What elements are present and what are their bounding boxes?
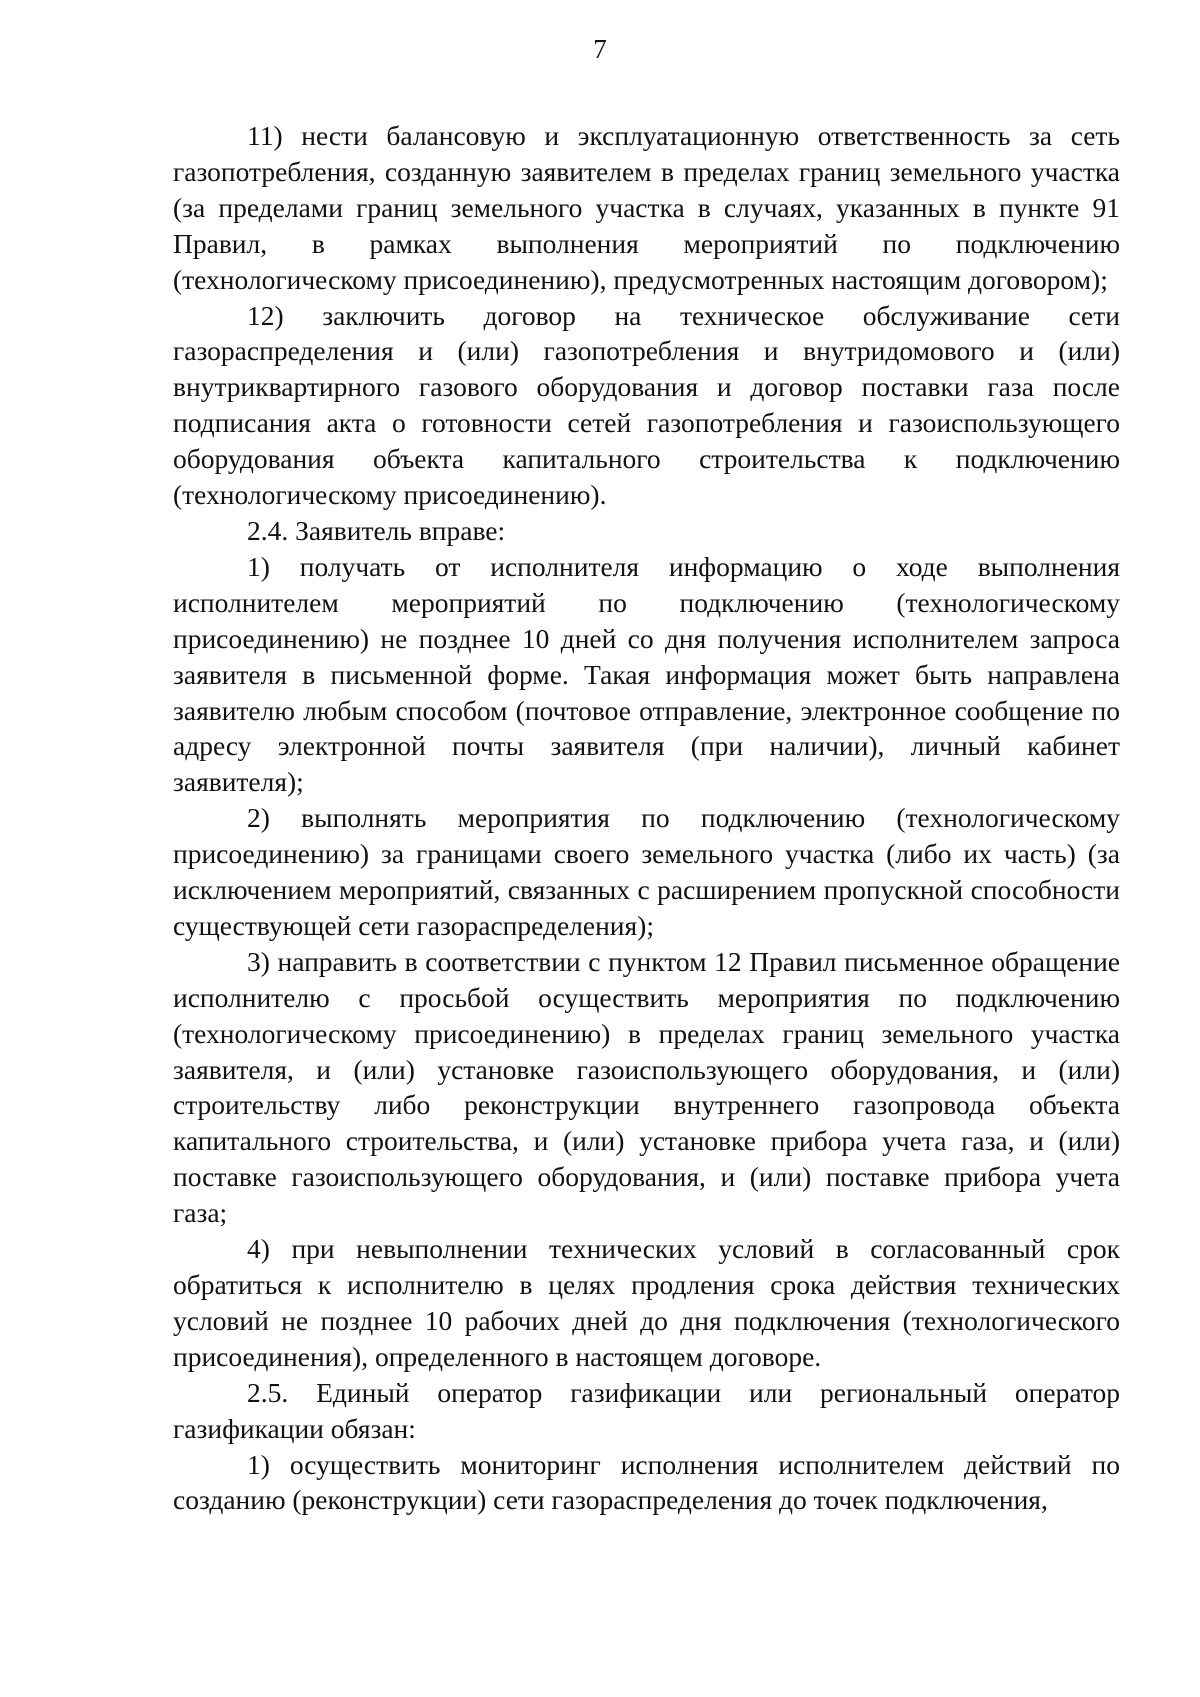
paragraph-item-11: 11) нести балансовую и эксплуатационную ответственность за сеть газопотребления, созданную заявителем в пределах границ земельного участка (за пределами границ земельного участка в случаях, указанных в пункте 91 Правил, в рамках выполнения мероприятий по подключению (технологическому присоединению), предусмотренных настоящим договором); xyxy=(173,120,1120,295)
paragraph-item-12: 12) заключить договор на техническое обслуживание сети газораспределения и (или) газопотребления и внутридомового и (или) внутриквартирного газового оборудования и договор поставки газа после подписания акта о готовности сетей газопотребления и газоиспользующего оборудования объекта капитального строительства к подключению (технологическому присоединению). xyxy=(173,299,1120,511)
page-number: 7 xyxy=(593,34,607,64)
document-body xyxy=(173,118,1120,1518)
paragraph-obligation-1: 1) осуществить мониторинг исполнения исполнителем действий по созданию (реконструкции) сети газораспределения до точек подключения, xyxy=(173,1448,1120,1516)
paragraph-right-3: 3) направить в соответствии с пунктом 12 Правил письменное обращение исполнителю с просьбой осуществить мероприятия по подключению (технологическому присоединению) в пределах границ земельного участка заявителя, и (или) установке газоиспользующего оборудования, и (или) строительству либо реконструкции внутреннего газопровода объекта капитального строительства, и (или) установке прибора учета газа, и (или) поставке газоиспользующего оборудования, и (или) поставке прибора учета газа; xyxy=(173,945,1120,1229)
section-heading-2-4: 2.4. Заявитель вправе: xyxy=(247,514,506,546)
paragraph-right-4: 4) при невыполнении технических условий в согласованный срок обратиться к исполнителю в целях продления срока действия технических условий не позднее 10 рабочих дней до дня подключения (технологического присоединения), определенного в настоящем договоре. xyxy=(173,1233,1120,1372)
paragraph-right-2: 2) выполнять мероприятия по подключению (технологическому присоединению) за границами своего земельного участка (либо их часть) (за исключением мероприятий, связанных с расширением пропускной способности существующей сети газораспределения); xyxy=(173,802,1120,941)
section-heading-2-5: 2.5. Единый оператор газификации или региональный оператор газификации обязан: xyxy=(173,1376,1120,1444)
paragraph-right-1: 1) получать от исполнителя информацию о ходе выполнения исполнителем мероприятий по подключению (технологическому присоединению) не позднее 10 дней со дня получения исполнителем запроса заявителя в письменной форме. Такая информация может быть направлена заявителю любым способом (почтовое отправление, электронное сообщение по адресу электронной почты заявителя (при наличии), личный кабинет заявителя); xyxy=(173,550,1120,798)
